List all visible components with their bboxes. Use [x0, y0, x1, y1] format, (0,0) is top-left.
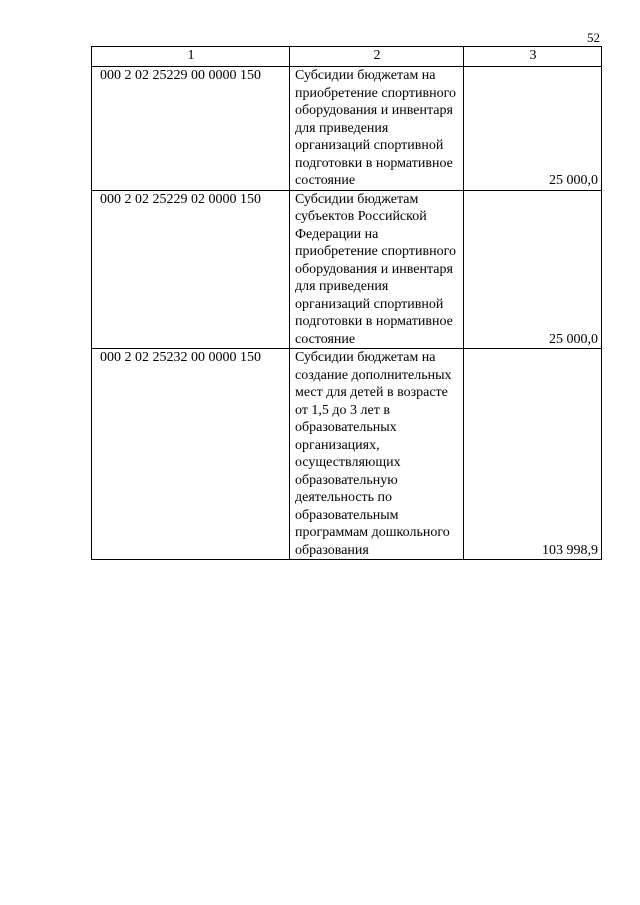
table-header-row: [92, 47, 602, 67]
column-header-1: 1: [92, 47, 290, 67]
budget-table: [91, 46, 602, 560]
column-header-2: 2: [290, 47, 464, 67]
amount-cell: 103 998,9: [464, 349, 602, 560]
description-cell: Субсидии бюджетам на приобретение спортивного оборудования и инвентаря для приведения организаций спортивной подготовки в нормативное состояние: [290, 67, 464, 191]
budget-code-cell: 000 2 02 25229 02 0000 150: [92, 190, 290, 349]
column-header-3: 3: [464, 47, 602, 67]
budget-code-cell: 000 2 02 25232 00 0000 150: [92, 349, 290, 560]
table-row: [92, 190, 602, 349]
table-row: [92, 349, 602, 560]
amount-cell: 25 000,0: [464, 67, 602, 191]
description-cell: Субсидии бюджетам субъектов Российской Федерации на приобретение спортивного оборудования и инвентаря для приведения организаций спортивной подготовки в нормативное состояние: [290, 190, 464, 349]
table-row: [92, 67, 602, 191]
budget-code-cell: 000 2 02 25229 00 0000 150: [92, 67, 290, 191]
page-number: 52: [587, 30, 600, 45]
description-cell: Субсидии бюджетам на создание дополнительных мест для детей в возрасте от 1,5 до 3 лет в образовательных организациях, осуществляющих образовательную деятельность по образовательным программам дошкольного образования: [290, 349, 464, 560]
amount-cell: 25 000,0: [464, 190, 602, 349]
